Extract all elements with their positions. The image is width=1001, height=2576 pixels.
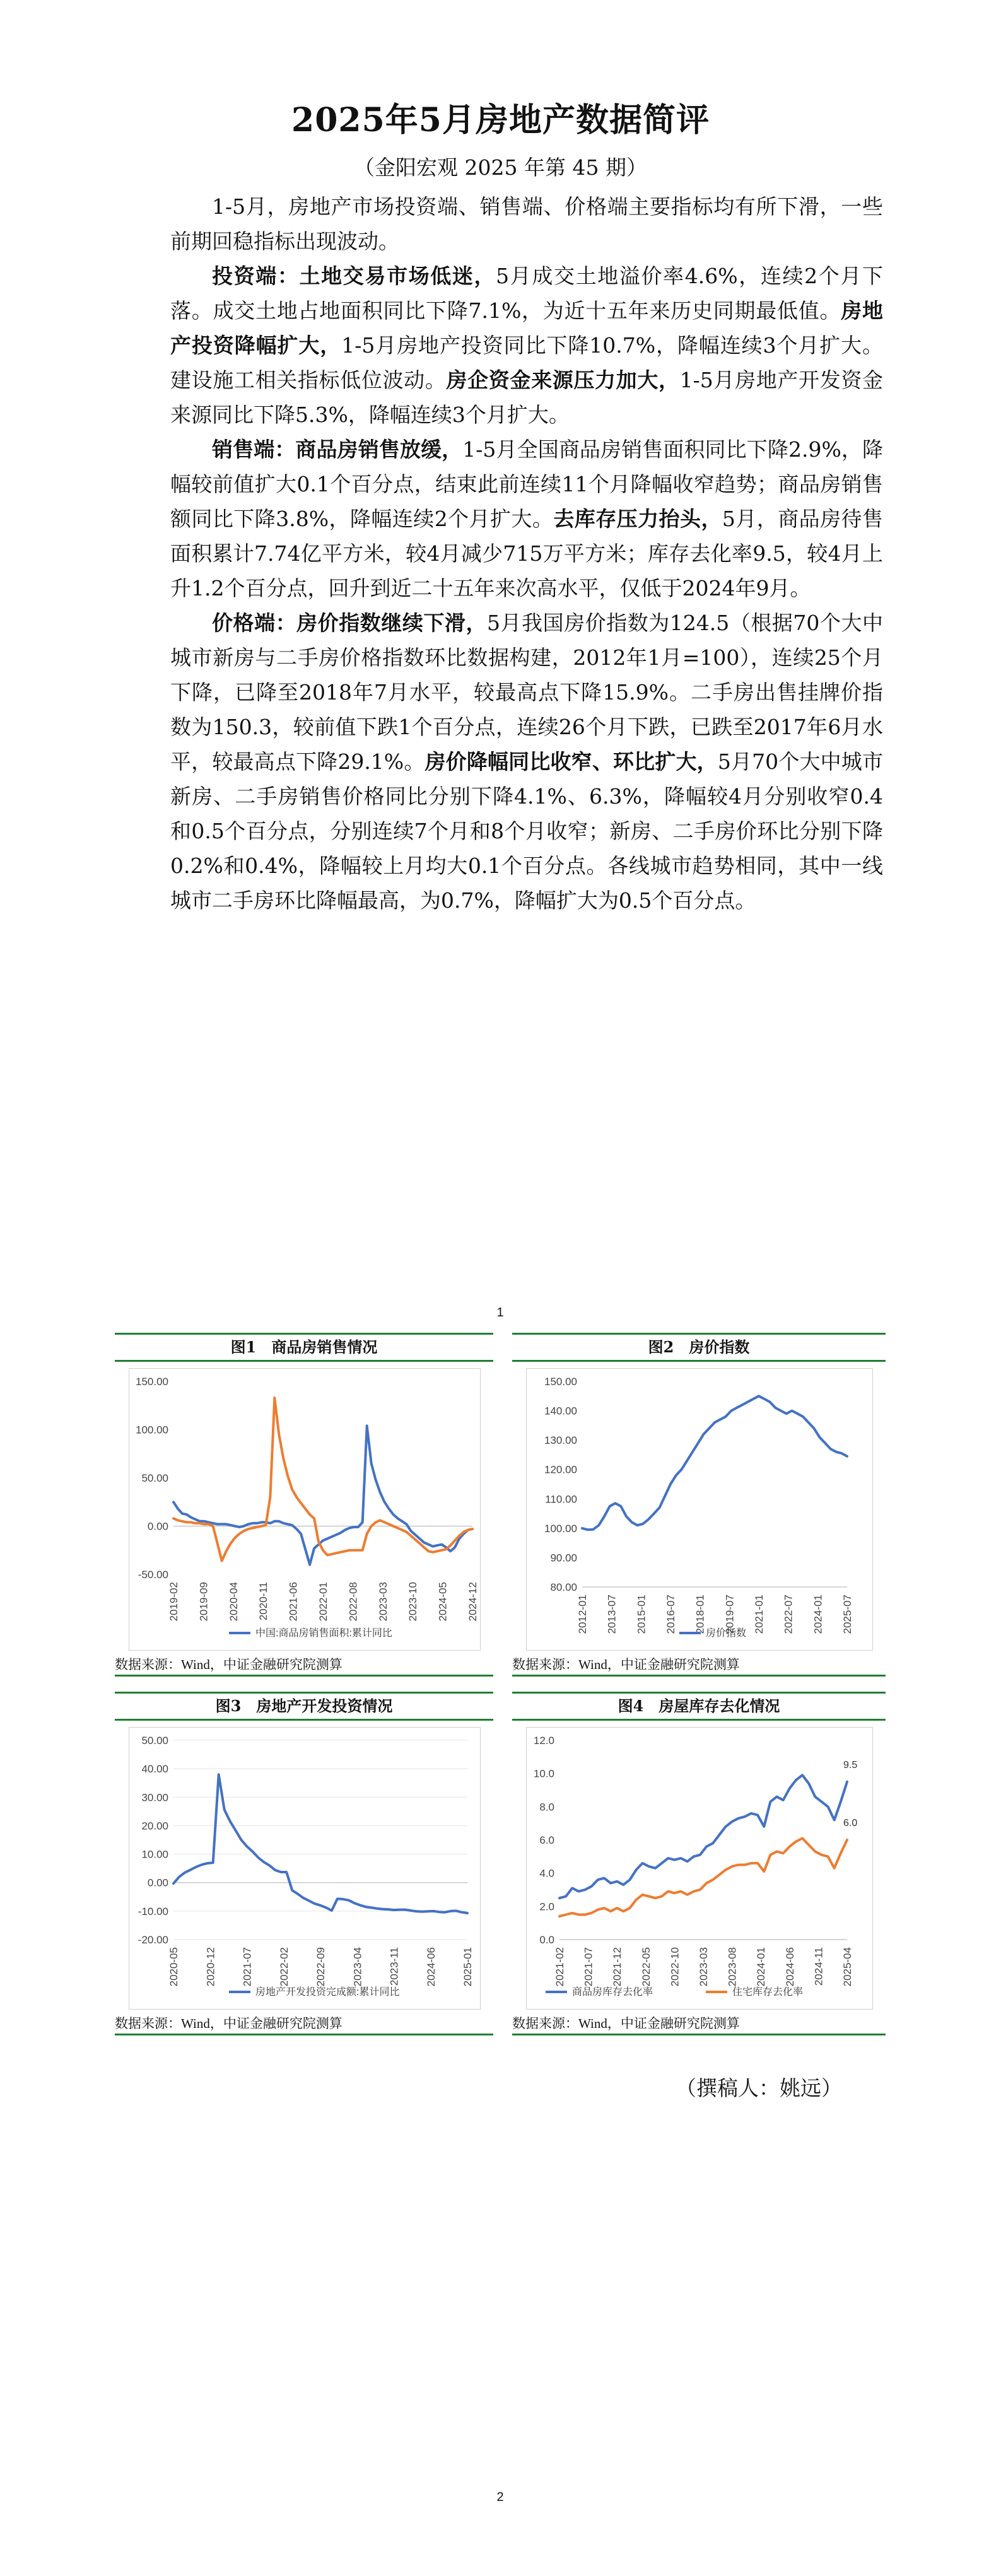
fig3-xtick-label: 2020-12 xyxy=(204,1947,217,1987)
fig4-xtick-label: 2022-05 xyxy=(640,1947,652,1987)
fig3-ytick-label: 40.00 xyxy=(141,1763,168,1776)
figure-4-chart xyxy=(527,1728,872,2009)
body-text xyxy=(170,189,883,918)
fig3-ytick-label: -10.00 xyxy=(138,1905,168,1917)
section-heading-price: 价格端： xyxy=(212,611,297,635)
fig1-xtick-label: 2020-04 xyxy=(227,1582,240,1622)
figure-4-title: 图4 房屋库存去化情况 xyxy=(512,1692,886,1721)
fig2-xtick-label: 2024-01 xyxy=(812,1595,824,1634)
fig4-legend-label-1: 住宅库存去化率 xyxy=(732,1987,804,1998)
fig3-xtick-label: 2021-07 xyxy=(241,1947,254,1987)
figure-3-title: 图3 房地产开发投资情况 xyxy=(115,1692,493,1721)
fig3-ytick-label: 30.00 xyxy=(141,1791,168,1804)
figure-4 xyxy=(512,1692,886,2045)
fig4-xtick-label: 2022-10 xyxy=(669,1947,681,1987)
fig1-ytick-label: -50.00 xyxy=(138,1569,168,1581)
fig4-ytick-label: 6.0 xyxy=(539,1834,554,1846)
paragraph-summary: 1-5月，房地产市场投资端、销售端、价格端主要指标均有所下滑，一些前期回稳指标出现波动。 xyxy=(170,194,883,254)
fig4-xtick-label: 2024-06 xyxy=(783,1947,796,1987)
fig3-axes xyxy=(138,1735,474,1986)
fig4-xtick-label: 2021-12 xyxy=(611,1947,624,1987)
fig3-xtick-label: 2022-02 xyxy=(278,1947,290,1987)
fig3-ytick-label: -20.00 xyxy=(138,1934,168,1946)
fig4-xtick-label: 2024-01 xyxy=(755,1947,768,1987)
fig1-xtick-label: 2023-03 xyxy=(377,1582,389,1622)
fig4-xtick-label: 2023-03 xyxy=(698,1947,710,1987)
fig3-xtick-label: 2025-01 xyxy=(462,1947,474,1987)
paragraph-investment: 投资端：土地交易市场低迷，5月成交土地溢价率4.6%，连续2个月下落。成交土地占地面积同比下降7.1%，为近十五年来历史同期最低值。房地产投资降幅扩大，1-5月房地产投资同比下降10.7%，降幅连续3个月扩大。建设施工相关指标低位波动。房企资金来源压力加大，1-5月房地产开发资金来源同比下降5.3%，降幅连续3个月扩大。 xyxy=(170,264,884,427)
figure-1-title: 图1 商品房销售情况 xyxy=(115,1333,493,1362)
fig2-xtick-label: 2018-01 xyxy=(694,1595,706,1634)
fig2-xtick-label: 2025-07 xyxy=(841,1595,853,1634)
figure-3-chart-frame xyxy=(129,1727,481,2010)
fig2-xtick-label: 2012-01 xyxy=(577,1595,588,1634)
fig4-series-0-line xyxy=(559,1775,847,1898)
figure-1 xyxy=(115,1333,493,1686)
fig3-xtick-label: 2023-11 xyxy=(388,1947,401,1986)
author-credit: （撰稿人：姚远） xyxy=(676,2076,842,2100)
figure-2-chart xyxy=(527,1369,872,1650)
figure-3-bottom-rule xyxy=(115,2034,493,2035)
fig4-series-0-end-label: 9.5 xyxy=(843,1759,858,1771)
figure-3-source: 数据来源：Wind，中证金融研究院测算 xyxy=(115,2016,342,2031)
fig3-xtick-label: 2024-06 xyxy=(424,1947,437,1987)
fig3-xtick-label: 2020-05 xyxy=(168,1947,180,1987)
fig1-ytick-label: 100.00 xyxy=(136,1424,168,1436)
fig3-ytick-label: 20.00 xyxy=(141,1820,168,1832)
fig2-ytick-label: 130.00 xyxy=(544,1434,577,1447)
fig1-xtick-label: 2020-11 xyxy=(257,1582,270,1621)
fig2-ytick-label: 150.00 xyxy=(544,1376,577,1388)
fig2-xtick-label: 2013-07 xyxy=(606,1595,618,1634)
fig4-ytick-label: 12.0 xyxy=(533,1735,554,1747)
paragraph-price: 价格端：房价指数继续下滑，5月我国房价指数为124.5（根据70个大中城市新房与二手房价格指数环比数据构建，2012年1月=100），连续25个月下降，已降至2018年7月水平，较最高点下降15.9%。二手房出售挂牌价指数为150.3，较前值下跌1个百分点，连续26个月下跌，已跌至2017年6月水平，较最高点下降29.1%。房价降幅同比收窄、环比扩大，5月70个大中城市新房、二手房销售价格同比分别下降4.1%、6.3%，降幅较4月分别收窄0.4和0.5个百分点，分别连续7个月和8个月收窄；新房、二手房价环比分别下降0.2%和0.4%，降幅较上月均大0.1个百分点。各线城市趋势相同，其中一线城市二手房环比降幅最高，为0.7%，降幅扩大为0.5个百分点。 xyxy=(170,611,884,913)
paragraph-sales: 销售端：商品房销售放缓，1-5月全国商品房销售面积同比下降2.9%，降幅较前值扩大0.1个百分点，结束此前连续11个月降幅收窄趋势；商品房销售额同比下降3.8%，降幅连续2个月扩大。去库存压力抬头，5月，商品房待售面积累计7.74亿平方米，较4月减少715万平方米；库存去化率9.5，较4月上升1.2个百分点，回升到近二十五年来次高水平，仅低于2024年9月。 xyxy=(170,437,884,600)
fig1-axes xyxy=(136,1376,479,1621)
fig2-xtick-label: 2021-01 xyxy=(753,1595,765,1634)
fig4-ytick-label: 4.0 xyxy=(539,1867,554,1880)
fig4-xtick-label: 2025-04 xyxy=(841,1947,853,1987)
fig2-xtick-label: 2016-07 xyxy=(665,1595,677,1634)
fig3-xtick-label: 2023-04 xyxy=(351,1947,364,1987)
figure-4-source: 数据来源：Wind，中证金融研究院测算 xyxy=(512,2016,740,2031)
fig4-axes xyxy=(534,1735,853,1986)
fig2-series-0-line xyxy=(582,1396,847,1530)
fig4-legend-label-0: 商品房库存去化率 xyxy=(572,1987,653,1998)
fig1-xtick-label: 2019-09 xyxy=(197,1582,210,1622)
fig3-ytick-label: 10.00 xyxy=(141,1848,168,1861)
fig3-ytick-label: 0.00 xyxy=(147,1876,168,1889)
figure-4-chart-frame xyxy=(526,1727,873,2010)
fig3-ytick-label: 50.00 xyxy=(141,1735,168,1747)
fig1-xtick-label: 2019-02 xyxy=(168,1582,180,1622)
fig4-xtick-label: 2021-02 xyxy=(554,1947,566,1987)
fig4-series-1-end-label: 6.0 xyxy=(843,1818,858,1829)
fig1-ytick-label: 50.00 xyxy=(141,1472,168,1484)
fig1-xtick-label: 2024-12 xyxy=(467,1582,479,1622)
fig3-xtick-label: 2022-09 xyxy=(315,1947,327,1987)
fig1-xtick-label: 2024-05 xyxy=(436,1582,449,1622)
page-number-1: 1 xyxy=(496,1306,504,1320)
figure-1-chart-frame xyxy=(129,1368,481,1651)
fig2-ytick-label: 140.00 xyxy=(544,1405,577,1417)
fig1-ytick-label: 0.00 xyxy=(147,1520,168,1533)
fig4-ytick-label: 8.0 xyxy=(539,1801,554,1813)
figure-1-chart xyxy=(129,1369,480,1650)
fig4-ytick-label: 2.0 xyxy=(539,1900,554,1913)
figure-1-source: 数据来源：Wind，中证金融研究院测算 xyxy=(115,1657,342,1672)
fig1-series-1-line xyxy=(173,1398,472,1561)
fig2-axes xyxy=(544,1376,853,1634)
fig4-ytick-label: 10.0 xyxy=(533,1767,554,1780)
figure-1-bottom-rule xyxy=(115,1675,493,1677)
fig1-xtick-label: 2023-10 xyxy=(407,1582,419,1622)
fig3-legend-label-0: 房地产开发投资完成额:累计同比 xyxy=(255,1987,400,1998)
figure-3-chart xyxy=(129,1728,480,2009)
fig2-ytick-label: 90.00 xyxy=(550,1552,577,1564)
document-subtitle: （金阳宏观 2025 年第 45 期） xyxy=(354,155,647,180)
fig1-xtick-label: 2022-01 xyxy=(317,1582,329,1622)
fig1-ytick-label: 150.00 xyxy=(136,1376,168,1388)
section-heading-investment: 投资端： xyxy=(212,264,300,288)
fig1-xtick-label: 2022-08 xyxy=(347,1582,360,1622)
fig2-ytick-label: 80.00 xyxy=(550,1581,577,1593)
fig1-xtick-label: 2021-06 xyxy=(287,1582,300,1622)
fig2-ytick-label: 100.00 xyxy=(544,1522,577,1535)
fig2-ytick-label: 120.00 xyxy=(544,1463,577,1476)
fig4-xtick-label: 2024-11 xyxy=(812,1947,825,1986)
fig2-legend-label-0: 房价指数 xyxy=(706,1628,747,1639)
figure-3 xyxy=(115,1692,493,2045)
figure-4-bottom-rule xyxy=(512,2034,886,2035)
section-heading-sales: 销售端： xyxy=(212,437,296,462)
fig2-xtick-label: 2019-07 xyxy=(723,1595,736,1634)
fig4-xtick-label: 2021-07 xyxy=(582,1947,595,1987)
figure-2-chart-frame xyxy=(526,1368,873,1651)
page-number-2: 2 xyxy=(496,2490,504,2504)
fig2-xtick-label: 2015-01 xyxy=(635,1595,648,1634)
fig1-legend-label-0: 中国:商品房销售面积:累计同比 xyxy=(255,1628,392,1639)
figure-2 xyxy=(512,1333,886,1686)
fig2-xtick-label: 2022-07 xyxy=(782,1595,795,1634)
figure-2-title: 图2 房价指数 xyxy=(512,1333,886,1362)
figure-2-source: 数据来源：Wind，中证金融研究院测算 xyxy=(512,1657,740,1672)
fig3-series-0-line xyxy=(173,1774,467,1913)
fig2-ytick-label: 110.00 xyxy=(545,1493,577,1506)
figure-2-bottom-rule xyxy=(512,1675,886,1677)
document-title: 2025年5月房地产数据简评 xyxy=(291,101,710,139)
fig4-xtick-label: 2023-08 xyxy=(726,1947,739,1987)
fig4-ytick-label: 0.0 xyxy=(539,1934,554,1946)
